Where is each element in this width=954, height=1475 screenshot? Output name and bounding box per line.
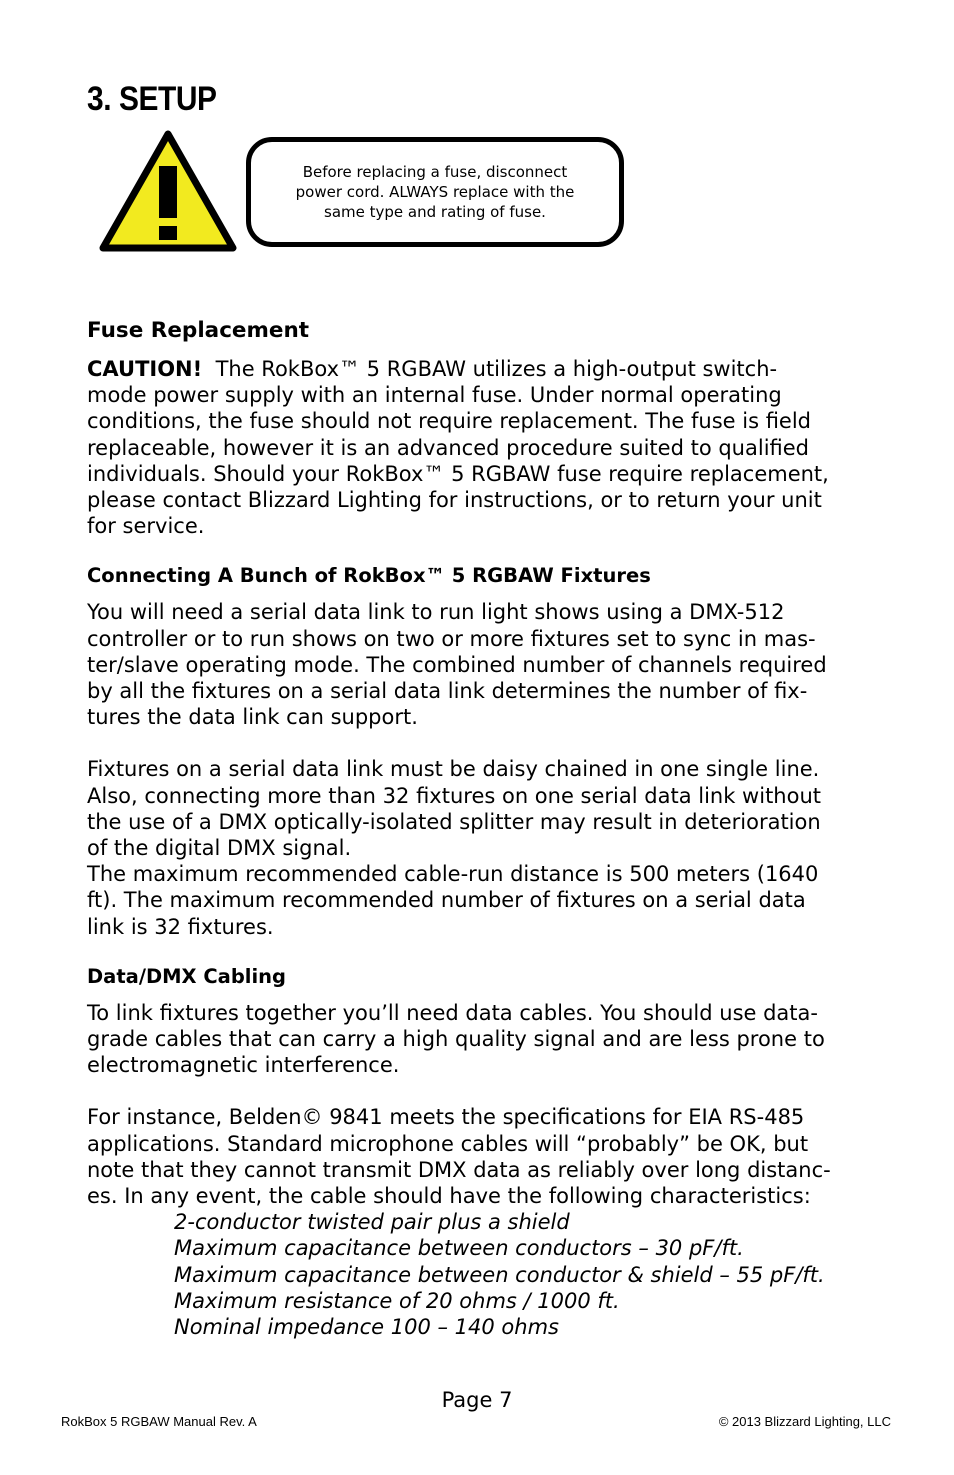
fuse-line: individuals. Should your RokBox™ 5 RGBAW fuse require replacement, <box>87 461 829 486</box>
connecting-line: by all the fixtures on a serial data link determines the number of fix- <box>87 679 808 704</box>
warning-text <box>296 162 575 222</box>
connecting-line: Fixtures on a serial data link must be daisy chained in one single line. <box>87 757 820 782</box>
cabling-heading: Data/DMX Cabling <box>87 964 286 988</box>
fuse-line: for service. <box>87 514 205 539</box>
footer-copyright: © 2013 Blizzard Lighting, LLC <box>718 1414 891 1429</box>
cabling-line: es. In any event, the cable should have the following characteristics: <box>87 1184 811 1209</box>
fuse-line: The RokBox™ 5 RGBAW utilizes a high-output switch- <box>202 357 778 381</box>
cable-specs-list <box>174 1209 887 1340</box>
warning-line: Before replacing a fuse, disconnect <box>302 163 568 181</box>
connecting-paragraph-1 <box>87 599 887 730</box>
warning-triangle-icon <box>97 128 239 256</box>
fuse-line: mode power supply with an internal fuse. Under normal operating <box>87 383 782 408</box>
connecting-line: ter/slave operating mode. The combined number of channels required <box>87 652 827 677</box>
cabling-line: note that they cannot transmit DMX data as reliably over long distanc- <box>87 1157 831 1182</box>
warning-line: power cord. ALWAYS replace with the <box>295 183 575 201</box>
cabling-line: grade cables that can carry a high quality signal and are less prone to <box>87 1027 825 1052</box>
cabling-line: applications. Standard microphone cables will “probably” be OK, but <box>87 1131 809 1156</box>
spec-item: Maximum capacitance between conductor & shield – 55 pF/ft. <box>174 1262 825 1287</box>
fuse-line: replaceable, however it is an advanced procedure suited to qualified <box>87 435 810 460</box>
caution-label: CAUTION! <box>87 357 203 381</box>
connecting-line: You will need a serial data link to run light shows using a DMX-512 <box>87 600 785 625</box>
page-number: Page 7 <box>441 1388 513 1412</box>
connecting-paragraph-2 <box>87 756 887 939</box>
cabling-line: To link fixtures together you’ll need data cables. You should use data- <box>87 1000 818 1025</box>
cabling-paragraph-2 <box>87 1104 887 1209</box>
connecting-line: tures the data link can support. <box>87 705 418 730</box>
fuse-heading: Fuse Replacement <box>87 318 310 343</box>
footer-manual-title: RokBox 5 RGBAW Manual Rev. A <box>61 1414 257 1429</box>
spec-item: Maximum resistance of 20 ohms / 1000 ft. <box>174 1288 620 1313</box>
spec-item: 2-conductor twisted pair plus a shield <box>174 1210 570 1235</box>
connecting-line: controller or to run shows on two or more fixtures set to sync in mas- <box>87 626 816 651</box>
connecting-line: link is 32 fixtures. <box>87 914 274 939</box>
warning-line: same type and rating of fuse. <box>324 203 546 221</box>
spec-item: Nominal impedance 100 – 140 ohms <box>174 1315 559 1340</box>
connecting-line: Also, connecting more than 32 fixtures on one serial data link without <box>87 783 822 808</box>
fuse-line: conditions, the fuse should not require replacement. The fuse is field <box>87 409 812 434</box>
connecting-line: of the digital DMX signal. <box>87 836 352 861</box>
warning-callout <box>246 137 624 247</box>
cabling-line: For instance, Belden© 9841 meets the specifications for EIA RS-485 <box>87 1105 805 1130</box>
cabling-line: electromagnetic interference. <box>87 1053 400 1078</box>
fuse-line: please contact Blizzard Lighting for instructions, or to return your unit <box>87 488 822 513</box>
fuse-paragraph <box>87 356 887 539</box>
connecting-line: ft). The maximum recommended number of fixtures on a serial data <box>87 888 806 913</box>
spec-item: Maximum capacitance between conductors – 30 pF/ft. <box>174 1236 744 1261</box>
page-content <box>87 316 887 1340</box>
connecting-heading: Connecting A Bunch of RokBox™ 5 RGBAW Fixtures <box>87 564 651 588</box>
connecting-line: the use of a DMX optically-isolated splitter may result in deterioration <box>87 809 821 834</box>
connecting-line: The maximum recommended cable-run distance is 500 meters (1640 <box>87 862 819 887</box>
cabling-paragraph-1 <box>87 1000 887 1079</box>
section-title: 3. SETUP <box>87 80 217 118</box>
